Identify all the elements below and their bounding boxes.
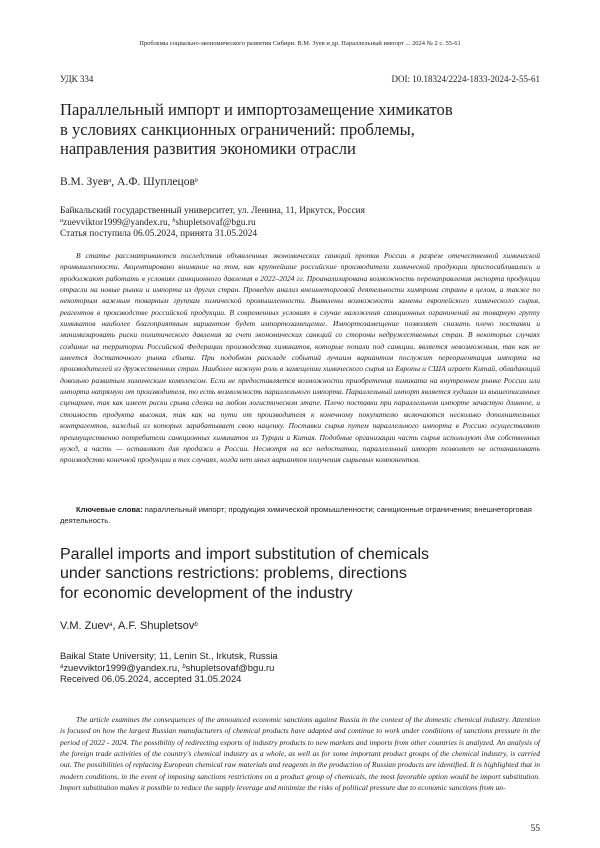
title-english [60,545,540,603]
affiliation: Baikal State University; 11, Lenin St., Irkutsk, Russia [60,650,278,661]
author-separator: , [112,620,118,632]
keywords-label: Ключевые слова: [76,505,143,514]
abstract-english: The article examines the consequences of the announced economic sanctions against Russia in the context of the domestic chemical industry. Attention is focused on how the largest Russian manufacturers of chemical products have adapted and continue to work under conditions of sanctions pressure in the period of 2022 - 2024. The possibility of redirecting exports of industry products to new markets and imports from other countries is analyzed. An analysis of the foreign trade activities of the country's chemical industry as a whole, as well as for some important product groups of the chemical industry, is carried out. The possibilities of replacing European chemical raw materials and reagents in the production of Russian products are identified. It is highlighted that in modern conditions, in the event of imposing sanctions restrictions on a product group of chemicals, the most favorable option would be import substitution. Import substitution makes it possible to reduce the supply leverage and minimize the risks of political pressure due to economic sanctions from un- [60,715,540,793]
author-separator: , [111,176,118,188]
article-meta [60,74,540,84]
author-marker: a [108,178,112,184]
title-line: for economic development of the industry [60,584,353,602]
title-russian [60,100,540,159]
author-name: A.F. Shupletsov [117,620,195,632]
title-line: under sanctions restrictions: problems, directions [60,565,407,583]
author-marker: b [194,622,198,628]
email-link[interactable]: zuevviktor1999@yandex.ru [63,661,178,673]
email-link[interactable]: shupletsovaf@bgu.ru [185,661,275,673]
title-line: Параллельный импорт и импортозамещение химикатов [60,100,453,119]
email-link[interactable]: zuevviktor1999@yandex.ru [63,217,168,228]
doi-link[interactable]: DOI: 10.18324/2224-1833-2024-2-55-61 [391,74,540,84]
affiliation-block-russian [60,206,540,241]
udc-code: УДК 334 [60,74,94,84]
title-line: направления развития экономики отрасли [60,139,356,158]
authors-russian [60,176,198,188]
keywords-text: параллельный импорт; продукция химической промышленности; санкционные ограничения; внешнеторговая деятельность. [60,505,532,525]
page-number: 55 [530,824,540,834]
keywords-russian [60,505,540,526]
abstract-russian: В статье рассматриваются последствия объявленных экономических санкций против России в разрезе отечественной химической промышленности. Акцентировано внимание на том, как крупнейшие российские производители химической продукции приспосабливались и продолжают работать в условиях санкционного давления в 2022–2024 гг. Проанализирована возможность перенаправления экспорта продукции отрасли на новые рынки и импорта из других стран. Проведен анализ внешнеторговой деятельности химпрома страны в целом, а также по некоторым важным товарным группам химической промышленности. Выявлены возможности замены европейского химического сырья, реагентов в производстве российской продукции. В современных условиях в случае наложения санкционных ограничений на товарную группу химикатов наиболее благоприятным вариантом будет импортозамещение. Импортозамещение позволяет снизить плечо поставки и минимизировать риски политического давления за счет экономических санкций со стороны недружественных стран. В некоторых случаях создание на территории Российской Федерации производства химикатов, которые попали под санкции, является невозможным, так как не имеется достаточного рынка сбыта. При подобном раскладе событий лучшим вариантом послужит переориентация импорта на производителей из дружественных стран. Наиболее важную роль в замещении химического сырья из Европы и США играет Китай, обладающий довольно развитым химическим комплексом. Если не предоставляется возможности приобретения химиката на внутреннем рынке России или импорта напрямую от производителя, то есть возможность параллельного импорта. Параллельный импорт является худшим из вышеописанных сценариев, так как имеет риски срыва сделки на любом логистическом этапе. Плечо поставки при параллельном импорте зачастую длинное, и стоимость продукта высокая, так как на пути от производителя к конечному покупателю включаются несколько дополнительных контрагентов, каждый из которых зарабатывает свою наценку. Поставки сырья путем параллельного импорта в Россию осуществляют преимущественно потребители санкционных химикатов из Турции и Китая. Подобные организации часть сырья используют для собственных нужд, а часть — оставляют для продажи в России. Несмотря на все недостатки, параллельный импорт позволяет не останавливать производство конечной продукции в тех случаях, когда нет иных вариантов получения сырьевых компонентов. [60,251,540,465]
author-marker: a [109,622,113,628]
authors-english [60,620,198,632]
emails: $^a$zuevviktor1999@yandex.ru, $^b$shupletsovaf@bgu.ru [60,217,256,228]
author-marker: b [194,178,198,184]
author-name: В.М. Зуев [60,176,109,188]
author-name: А.Ф. Шуплецов [117,176,195,188]
received-date: Статья поступила 06.05.2024, принята 31.05.2024 [60,229,258,240]
affiliation-block-english [60,650,540,685]
author-name: V.M. Zuev [60,620,110,632]
running-header: Проблемы социально-экономического развития Сибири. В.М. Зуев и др. Параллельный импорт ... 2024 № 2 с. 55-61 [139,40,461,47]
emails: $^a$zuevviktor1999@yandex.ru, $^b$shupletsovaf@bgu.ru [60,661,275,673]
received-date: Received 06.05.2024, accepted 31.05.2024 [60,673,242,685]
title-line: Parallel imports and import substitution of chemicals [60,546,430,563]
email-link[interactable]: shupletsovaf@bgu.ru [175,217,256,228]
affiliation: Байкальский государственный университет, ул. Ленина, 11, Иркутск, Россия [60,206,365,216]
title-line: в условиях санкционных ограничений: проблемы, [60,119,415,139]
